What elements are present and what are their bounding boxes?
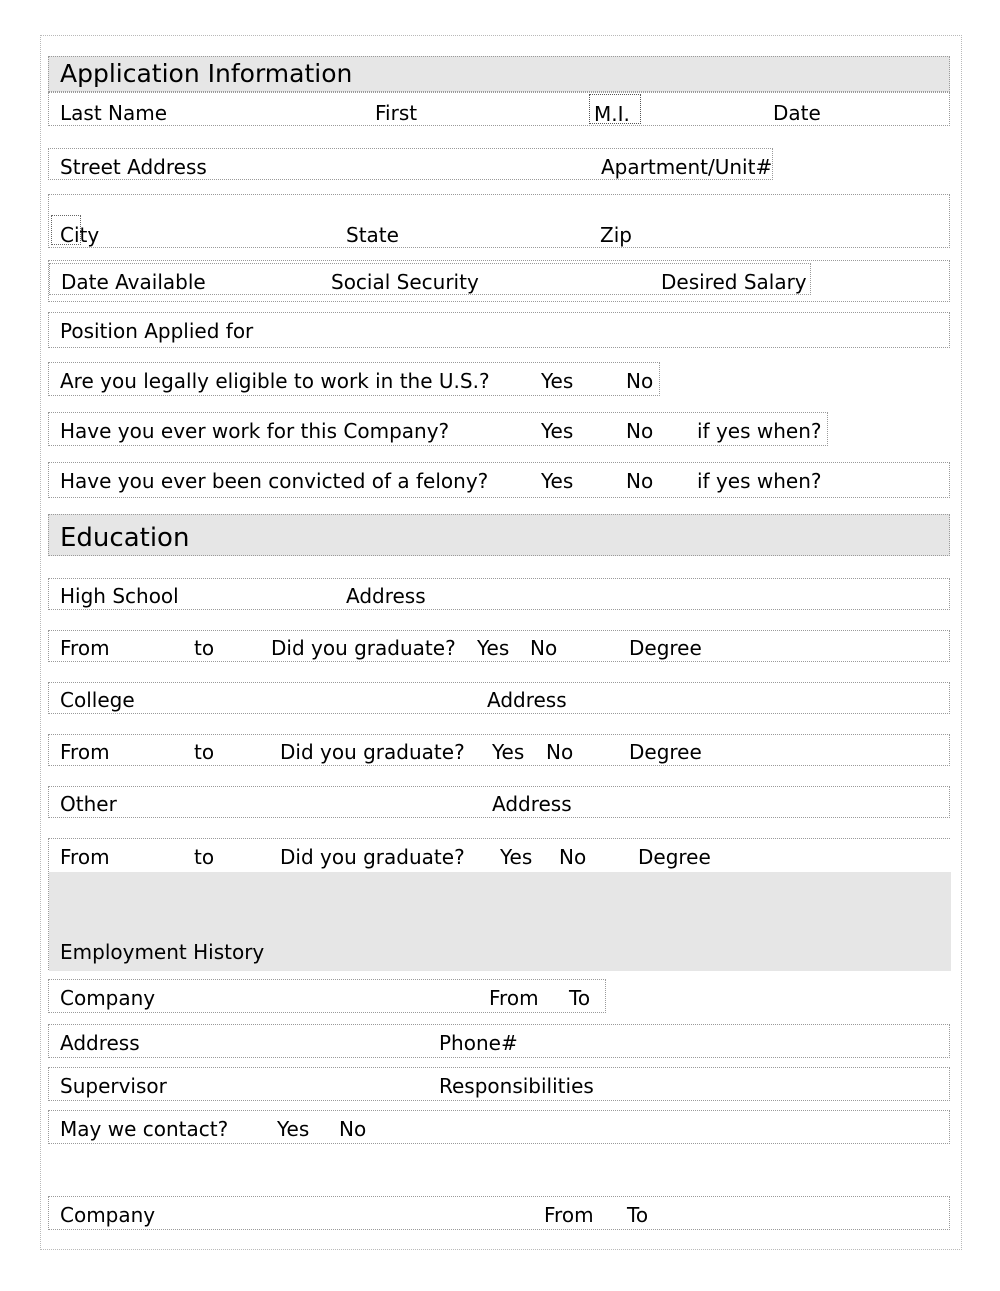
may-we-contact-yes-option[interactable]: Yes	[277, 1117, 310, 1141]
company-two-to-label: To	[627, 1203, 649, 1227]
high-school-dates-field[interactable]	[48, 630, 950, 662]
company-one-to-label: To	[569, 986, 591, 1010]
college-dates-field[interactable]	[48, 734, 950, 766]
employment-history-section-title: Employment History	[60, 940, 265, 964]
state-label: State	[346, 223, 399, 247]
section-header-application-information: Application Information	[48, 56, 950, 92]
eligibility-field[interactable]	[48, 362, 660, 396]
worked-here-yes-option[interactable]: Yes	[541, 419, 574, 443]
college-graduate-no-option[interactable]: No	[546, 740, 574, 764]
company-one-supervisor-label: Supervisor	[60, 1074, 167, 1098]
high-school-to-label: to	[194, 636, 215, 660]
company-two-from-label: From	[544, 1203, 594, 1227]
date-label: Date	[773, 101, 821, 125]
middle-initial-field[interactable]	[589, 94, 641, 124]
worked-here-field[interactable]	[48, 412, 828, 446]
other-dates-and-employment-header	[48, 838, 950, 970]
city-label: City	[60, 223, 100, 247]
social-security-label: Social Security	[331, 270, 479, 294]
high-school-graduate-no-option[interactable]: No	[530, 636, 558, 660]
high-school-label: High School	[60, 584, 179, 608]
company-two-field[interactable]	[48, 1196, 950, 1230]
may-we-contact-label: May we contact?	[60, 1117, 229, 1141]
desired-salary-label: Desired Salary	[661, 270, 807, 294]
company-one-from-label: From	[489, 986, 539, 1010]
company-one-label: Company	[60, 986, 156, 1010]
worked-here-no-option[interactable]: No	[626, 419, 654, 443]
company-one-responsibilities-label: Responsibilities	[439, 1074, 594, 1098]
date-available-field[interactable]	[49, 263, 811, 295]
other-to-label: to	[194, 845, 215, 869]
college-address-label: Address	[487, 688, 567, 712]
high-school-from-label: From	[60, 636, 110, 660]
felony-no-option[interactable]: No	[626, 469, 654, 493]
worked-here-question-label: Have you ever work for this Company?	[60, 419, 450, 443]
other-from-label: From	[60, 845, 110, 869]
may-we-contact-no-option[interactable]: No	[339, 1117, 367, 1141]
education-section-title: Education	[60, 523, 190, 553]
company-one-phone-label: Phone#	[439, 1031, 518, 1055]
felony-yes-option[interactable]: Yes	[541, 469, 574, 493]
street-address-label: Street Address	[60, 155, 207, 179]
other-degree-label: Degree	[638, 845, 711, 869]
middle-initial-label: M.I.	[594, 102, 630, 126]
last-name-label: Last Name	[60, 101, 168, 125]
eligibility-yes-option[interactable]: Yes	[541, 369, 574, 393]
date-available-label: Date Available	[61, 270, 206, 294]
college-degree-label: Degree	[629, 740, 702, 764]
other-education-label: Other	[60, 792, 117, 816]
college-field[interactable]	[48, 682, 950, 714]
high-school-graduate-yes-option[interactable]: Yes	[477, 636, 510, 660]
high-school-address-label: Address	[346, 584, 426, 608]
section-header-employment-history	[49, 872, 951, 971]
other-education-address-label: Address	[492, 792, 572, 816]
company-one-address-field[interactable]	[48, 1024, 950, 1058]
college-from-label: From	[60, 740, 110, 764]
company-one-supervisor-field[interactable]	[48, 1067, 950, 1101]
company-one-field[interactable]	[48, 979, 606, 1013]
worked-here-if-yes-when-label: if yes when?	[697, 419, 822, 443]
eligibility-no-option[interactable]: No	[626, 369, 654, 393]
address-row-wrapper	[48, 142, 950, 186]
company-one-address-label: Address	[60, 1031, 140, 1055]
application-form	[48, 56, 950, 1230]
street-address-field[interactable]	[48, 148, 773, 180]
other-dates-field[interactable]	[49, 839, 951, 873]
college-label: College	[60, 688, 135, 712]
position-applied-for-label: Position Applied for	[60, 319, 254, 343]
zip-label: Zip	[600, 223, 632, 247]
city-state-zip-row	[48, 194, 950, 248]
application-information-section	[48, 56, 950, 132]
eligibility-question-label: Are you legally eligible to work in the U.S.?	[60, 369, 490, 393]
other-graduate-no-option[interactable]: No	[559, 845, 587, 869]
availability-row	[48, 260, 950, 302]
company-two-label: Company	[60, 1203, 156, 1227]
apartment-unit-label: Apartment/Unit#	[601, 155, 773, 179]
may-we-contact-field[interactable]	[48, 1110, 950, 1144]
college-graduate-yes-option[interactable]: Yes	[492, 740, 525, 764]
high-school-degree-label: Degree	[629, 636, 702, 660]
position-applied-for-field[interactable]	[48, 312, 950, 348]
high-school-graduate-question-label: Did you graduate?	[271, 636, 456, 660]
college-graduate-question-label: Did you graduate?	[280, 740, 465, 764]
other-education-field[interactable]	[48, 786, 950, 818]
eligibility-row-wrapper	[48, 362, 950, 398]
first-name-label: First	[375, 101, 418, 125]
section-header-education	[48, 514, 950, 556]
felony-question-label: Have you ever been convicted of a felony?	[60, 469, 489, 493]
worked-here-row-wrapper	[48, 412, 950, 448]
other-graduate-yes-option[interactable]: Yes	[500, 845, 533, 869]
other-graduate-question-label: Did you graduate?	[280, 845, 465, 869]
college-to-label: to	[194, 740, 215, 764]
felony-if-yes-when-label: if yes when?	[697, 469, 822, 493]
company-one-row-wrapper	[48, 979, 950, 1015]
high-school-field[interactable]	[48, 578, 950, 610]
felony-field[interactable]	[48, 462, 950, 498]
name-row	[48, 92, 950, 126]
